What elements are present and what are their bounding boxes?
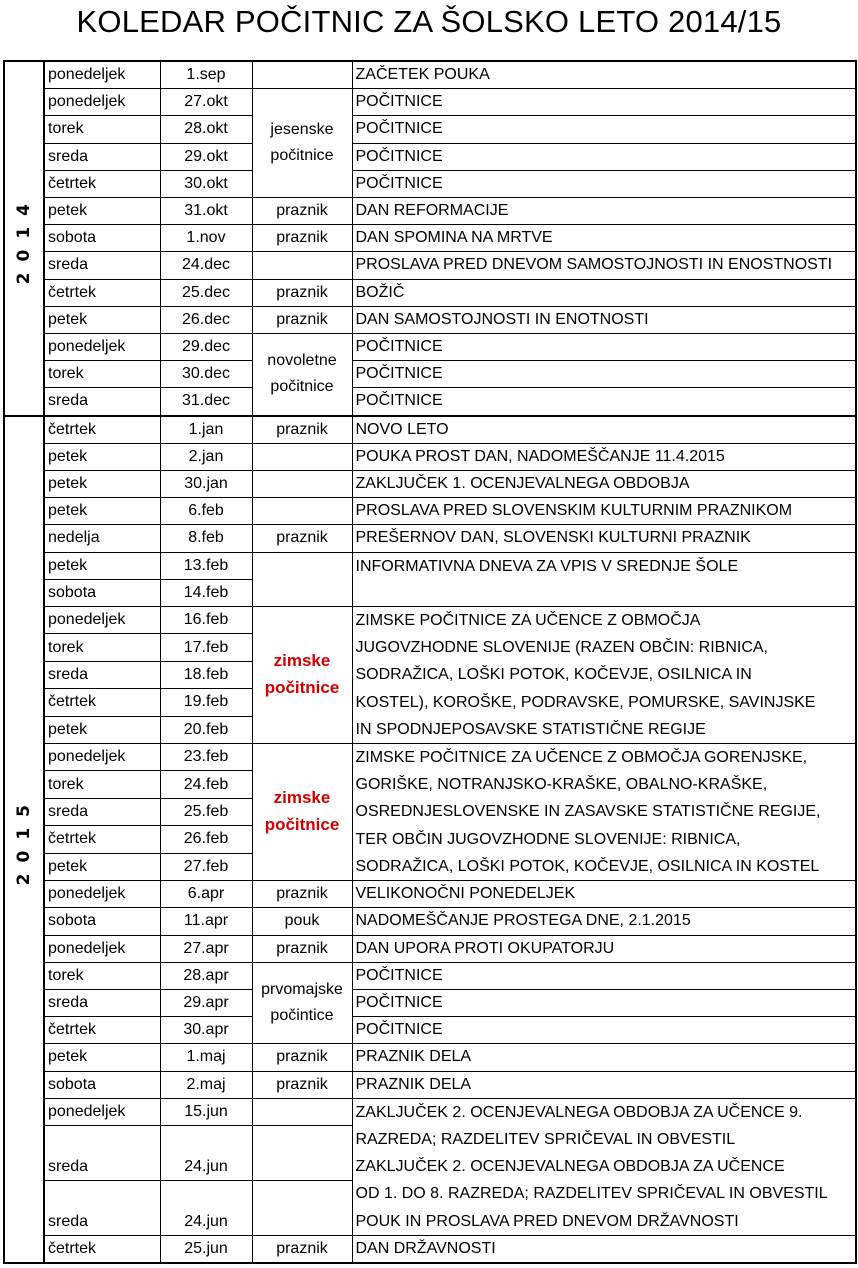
date-cell: 6.feb bbox=[160, 498, 252, 525]
event-description: VELIKONOČNI PONEDELJEK bbox=[352, 881, 856, 908]
period-type: praznik bbox=[252, 1044, 352, 1071]
date-cell: 20.feb bbox=[160, 716, 252, 743]
calendar-row bbox=[4, 1071, 856, 1098]
date-cell: 31.dec bbox=[160, 388, 252, 416]
period-type: praznik bbox=[252, 306, 352, 333]
holiday-calendar-table bbox=[3, 60, 857, 1264]
day-name: sreda bbox=[44, 989, 160, 1016]
zimske-label: zimske počitnice bbox=[264, 787, 340, 835]
period-type: praznik bbox=[252, 416, 352, 444]
date-cell: 24.jun bbox=[160, 1126, 252, 1181]
date-cell: 11.apr bbox=[160, 908, 252, 935]
event-line: OSREDNJESLOVENSKE IN ZASAVSKE STATISTIČNE REGIJE, bbox=[355, 803, 821, 821]
date-cell: 27.feb bbox=[160, 853, 252, 880]
date-cell: 6.apr bbox=[160, 881, 252, 908]
date-cell: 30.apr bbox=[160, 1017, 252, 1044]
event-line: IN SPODNJEPOSAVSKE STATISTIČNE REGIJE bbox=[355, 720, 706, 738]
event-description: PROSLAVA PRED DNEVOM SAMOSTOJNOSTI IN ENOSTNOSTI bbox=[352, 252, 856, 279]
period-type bbox=[252, 443, 352, 470]
date-cell: 25.feb bbox=[160, 798, 252, 825]
informativna-event bbox=[352, 552, 856, 606]
event-description: POČITNICE bbox=[352, 962, 856, 989]
event-description: POČITNICE bbox=[352, 170, 856, 197]
event-description: POČITNICE bbox=[352, 143, 856, 170]
day-name: sreda bbox=[44, 798, 160, 825]
event-description: ZAČETEK POUKA bbox=[352, 61, 856, 89]
day-name: torek bbox=[44, 361, 160, 388]
day-name: ponedeljek bbox=[44, 89, 160, 116]
event-line: ZAKLJUČEK 2. OCENJEVALNEGA OBDOBJA ZA UČENCE 9. bbox=[355, 1103, 803, 1121]
period-type: praznik bbox=[252, 1235, 352, 1263]
year-2015-label: 2015 bbox=[13, 793, 34, 885]
day-name: petek bbox=[44, 853, 160, 880]
day-name: petek bbox=[44, 198, 160, 225]
calendar-row bbox=[4, 989, 856, 1016]
day-name: sobota bbox=[44, 1071, 160, 1098]
event-description: ZAKLJUČEK 1. OCENJEVALNEGA OBDOBJA bbox=[352, 471, 856, 498]
day-name: nedelja bbox=[44, 525, 160, 552]
date-cell: 23.feb bbox=[160, 744, 252, 771]
calendar-row bbox=[4, 908, 856, 935]
event-description: POČITNICE bbox=[352, 989, 856, 1016]
period-type: praznik bbox=[252, 525, 352, 552]
event-description: PREŠERNOV DAN, SLOVENSKI KULTURNI PRAZNIK bbox=[352, 525, 856, 552]
event-description: DAN DRŽAVNOSTI bbox=[352, 1235, 856, 1263]
day-name: petek bbox=[44, 306, 160, 333]
day-name: torek bbox=[44, 116, 160, 143]
day-name: petek bbox=[44, 552, 160, 579]
page-title: KOLEDAR POČITNIC ZA ŠOLSKO LETO 2014/15 bbox=[76, 4, 782, 39]
calendar-row bbox=[4, 252, 856, 279]
date-cell: 8.feb bbox=[160, 525, 252, 552]
calendar-row bbox=[4, 1017, 856, 1044]
day-name: torek bbox=[44, 771, 160, 798]
calendar-row bbox=[4, 279, 856, 306]
calendar-row bbox=[4, 306, 856, 333]
day-name: sreda bbox=[44, 252, 160, 279]
calendar-row bbox=[4, 443, 856, 470]
day-name: ponedeljek bbox=[44, 61, 160, 89]
novoletne-label: novoletne počitnice bbox=[267, 352, 337, 396]
calendar-row bbox=[4, 607, 856, 634]
day-name: ponedeljek bbox=[44, 607, 160, 634]
zimske1-event bbox=[352, 607, 856, 744]
day-name: ponedeljek bbox=[44, 935, 160, 962]
date-cell: 2.maj bbox=[160, 1071, 252, 1098]
event-line: KOSTEL), KOROŠKE, PODRAVSKE, POMURSKE, SAVINJSKE bbox=[355, 693, 816, 711]
event-line: ZAKLJUČEK 2. OCENJEVALNEGA OBDOBJA ZA UČENCE bbox=[355, 1158, 785, 1176]
date-cell: 26.dec bbox=[160, 306, 252, 333]
day-name: sreda bbox=[44, 661, 160, 688]
zimske2-event bbox=[352, 744, 856, 881]
event-description: PRAZNIK DELA bbox=[352, 1044, 856, 1071]
event-description: DAN SAMOSTOJNOSTI IN ENOTNOSTI bbox=[352, 306, 856, 333]
period-type: praznik bbox=[252, 198, 352, 225]
day-name: četrtek bbox=[44, 279, 160, 306]
event-description: BOŽIČ bbox=[352, 279, 856, 306]
period-type bbox=[252, 252, 352, 279]
calendar-row bbox=[4, 416, 856, 444]
date-cell: 31.okt bbox=[160, 198, 252, 225]
period-type bbox=[252, 471, 352, 498]
date-cell: 14.feb bbox=[160, 579, 252, 606]
calendar-row bbox=[4, 89, 856, 116]
period-type bbox=[252, 498, 352, 525]
period-type: praznik bbox=[252, 225, 352, 252]
calendar-row bbox=[4, 962, 856, 989]
date-cell: 15.jun bbox=[160, 1098, 252, 1125]
calendar-row bbox=[4, 1235, 856, 1263]
year-label bbox=[4, 61, 44, 416]
day-name: sobota bbox=[44, 579, 160, 606]
event-description: DAN REFORMACIJE bbox=[352, 198, 856, 225]
date-cell: 27.okt bbox=[160, 89, 252, 116]
event-description: POČITNICE bbox=[352, 116, 856, 143]
calendar-row bbox=[4, 334, 856, 361]
period-type bbox=[252, 1126, 352, 1181]
day-name: ponedeljek bbox=[44, 744, 160, 771]
calendar-row bbox=[4, 198, 856, 225]
period-type: praznik bbox=[252, 881, 352, 908]
event-description: POČITNICE bbox=[352, 334, 856, 361]
date-cell: 28.apr bbox=[160, 962, 252, 989]
date-cell: 1.maj bbox=[160, 1044, 252, 1071]
event-description: NOVO LETO bbox=[352, 416, 856, 444]
day-name: četrtek bbox=[44, 416, 160, 444]
day-name: četrtek bbox=[44, 826, 160, 853]
event-line: INFORMATIVNA DNEVA ZA VPIS V SREDNJE ŠOLE bbox=[355, 557, 739, 575]
event-line: OD 1. DO 8. RAZREDA; RAZDELITEV SPRIČEVAL IN OBVESTIL bbox=[355, 1185, 828, 1203]
day-name: petek bbox=[44, 1044, 160, 1071]
date-cell: 29.apr bbox=[160, 989, 252, 1016]
event-line: TER OBČIN JUGOVZHODNE SLOVENIJE: RIBNICA, bbox=[355, 830, 741, 848]
period-type bbox=[252, 744, 352, 881]
day-name: sobota bbox=[44, 908, 160, 935]
date-cell: 25.jun bbox=[160, 1235, 252, 1263]
event-line: SODRAŽICA, LOŠKI POTOK, KOČEVJE, OSILNICA IN KOSTEL bbox=[355, 857, 820, 875]
date-cell: 24.jun bbox=[160, 1180, 252, 1235]
date-cell: 30.jan bbox=[160, 471, 252, 498]
calendar-row bbox=[4, 116, 856, 143]
event-description: DAN UPORA PROTI OKUPATORJU bbox=[352, 935, 856, 962]
event-line: RAZREDA; RAZDELITEV SPRIČEVAL IN OBVESTIL bbox=[355, 1130, 736, 1148]
year-2014-label: 2014 bbox=[13, 192, 34, 284]
date-cell: 13.feb bbox=[160, 552, 252, 579]
event-description: NADOMEŠČANJE PROSTEGA DNE, 2.1.2015 bbox=[352, 908, 856, 935]
date-cell: 24.dec bbox=[160, 252, 252, 279]
day-name: četrtek bbox=[44, 1235, 160, 1263]
year-label bbox=[4, 416, 44, 1263]
day-name: sreda bbox=[44, 143, 160, 170]
calendar-row bbox=[4, 525, 856, 552]
event-line: POUK IN PROSLAVA PRED DNEVOM DRŽAVNOSTI bbox=[355, 1212, 739, 1230]
day-name: ponedeljek bbox=[44, 881, 160, 908]
day-name: torek bbox=[44, 634, 160, 661]
date-cell: 30.dec bbox=[160, 361, 252, 388]
calendar-row bbox=[4, 498, 856, 525]
date-cell: 19.feb bbox=[160, 689, 252, 716]
event-line: ZIMSKE POČITNICE ZA UČENCE Z OBMOČJA GORENJSKE, bbox=[355, 749, 808, 767]
event-description: PROSLAVA PRED SLOVENSKIM KULTURNIM PRAZNIKOM bbox=[352, 498, 856, 525]
day-name: ponedeljek bbox=[44, 1098, 160, 1125]
date-cell: 29.okt bbox=[160, 143, 252, 170]
prvomajske-label: prvomajske počintice bbox=[261, 980, 343, 1024]
period-type bbox=[252, 607, 352, 744]
jesenske-label: jesenske počitnice bbox=[270, 120, 334, 165]
date-cell: 25.dec bbox=[160, 279, 252, 306]
date-cell: 28.okt bbox=[160, 116, 252, 143]
day-name: četrtek bbox=[44, 170, 160, 197]
date-cell: 30.okt bbox=[160, 170, 252, 197]
date-cell: 1.jan bbox=[160, 416, 252, 444]
junij-event bbox=[352, 1098, 856, 1235]
date-cell: 18.feb bbox=[160, 661, 252, 688]
date-cell: 16.feb bbox=[160, 607, 252, 634]
date-cell: 24.feb bbox=[160, 771, 252, 798]
day-name: ponedeljek bbox=[44, 334, 160, 361]
period-type bbox=[252, 1180, 352, 1235]
calendar-row bbox=[4, 744, 856, 771]
event-line: SODRAŽICA, LOŠKI POTOK, KOČEVJE, OSILNICA IN bbox=[355, 666, 752, 684]
date-cell: 26.feb bbox=[160, 826, 252, 853]
date-cell: 1.sep bbox=[160, 61, 252, 89]
day-name: četrtek bbox=[44, 689, 160, 716]
period-type: praznik bbox=[252, 1071, 352, 1098]
zimske-label: zimske počitnice bbox=[264, 650, 340, 698]
period-type: praznik bbox=[252, 935, 352, 962]
calendar-row bbox=[4, 881, 856, 908]
date-cell: 1.nov bbox=[160, 225, 252, 252]
day-name: petek bbox=[44, 498, 160, 525]
calendar-row bbox=[4, 388, 856, 416]
calendar-row bbox=[4, 935, 856, 962]
period-type: praznik bbox=[252, 279, 352, 306]
day-name: sreda bbox=[44, 1126, 160, 1181]
day-name: četrtek bbox=[44, 1017, 160, 1044]
day-name: petek bbox=[44, 443, 160, 470]
event-description: POČITNICE bbox=[352, 89, 856, 116]
period-type bbox=[252, 89, 352, 198]
period-type bbox=[252, 962, 352, 1044]
calendar-row bbox=[4, 1098, 856, 1125]
day-name: petek bbox=[44, 471, 160, 498]
period-type bbox=[252, 552, 352, 606]
date-cell: 29.dec bbox=[160, 334, 252, 361]
day-name: torek bbox=[44, 962, 160, 989]
event-line: JUGOVZHODNE SLOVENIJE (RAZEN OBČIN: RIBNICA, bbox=[355, 639, 768, 657]
event-description: POČITNICE bbox=[352, 361, 856, 388]
event-description: PRAZNIK DELA bbox=[352, 1071, 856, 1098]
date-cell: 27.apr bbox=[160, 935, 252, 962]
event-line: GORIŠKE, NOTRANJSKO-KRAŠKE, OBALNO-KRAŠKE, bbox=[355, 776, 768, 794]
date-cell: 2.jan bbox=[160, 443, 252, 470]
day-name: sreda bbox=[44, 388, 160, 416]
period-type bbox=[252, 61, 352, 89]
event-description: DAN SPOMINA NA MRTVE bbox=[352, 225, 856, 252]
calendar-row bbox=[4, 225, 856, 252]
calendar-row bbox=[4, 552, 856, 579]
period-type bbox=[252, 1098, 352, 1125]
calendar-row bbox=[4, 61, 856, 89]
calendar-row bbox=[4, 1044, 856, 1071]
calendar-row bbox=[4, 143, 856, 170]
day-name: sreda bbox=[44, 1180, 160, 1235]
date-cell: 17.feb bbox=[160, 634, 252, 661]
event-description: POČITNICE bbox=[352, 388, 856, 416]
event-description: POUKA PROST DAN, NADOMEŠČANJE 11.4.2015 bbox=[352, 443, 856, 470]
event-description: POČITNICE bbox=[352, 1017, 856, 1044]
event-line: ZIMSKE POČITNICE ZA UČENCE Z OBMOČJA bbox=[355, 612, 701, 630]
period-type bbox=[252, 334, 352, 416]
calendar-row bbox=[4, 170, 856, 197]
calendar-row bbox=[4, 361, 856, 388]
day-name: sobota bbox=[44, 225, 160, 252]
period-type: pouk bbox=[252, 908, 352, 935]
calendar-row bbox=[4, 471, 856, 498]
day-name: petek bbox=[44, 716, 160, 743]
